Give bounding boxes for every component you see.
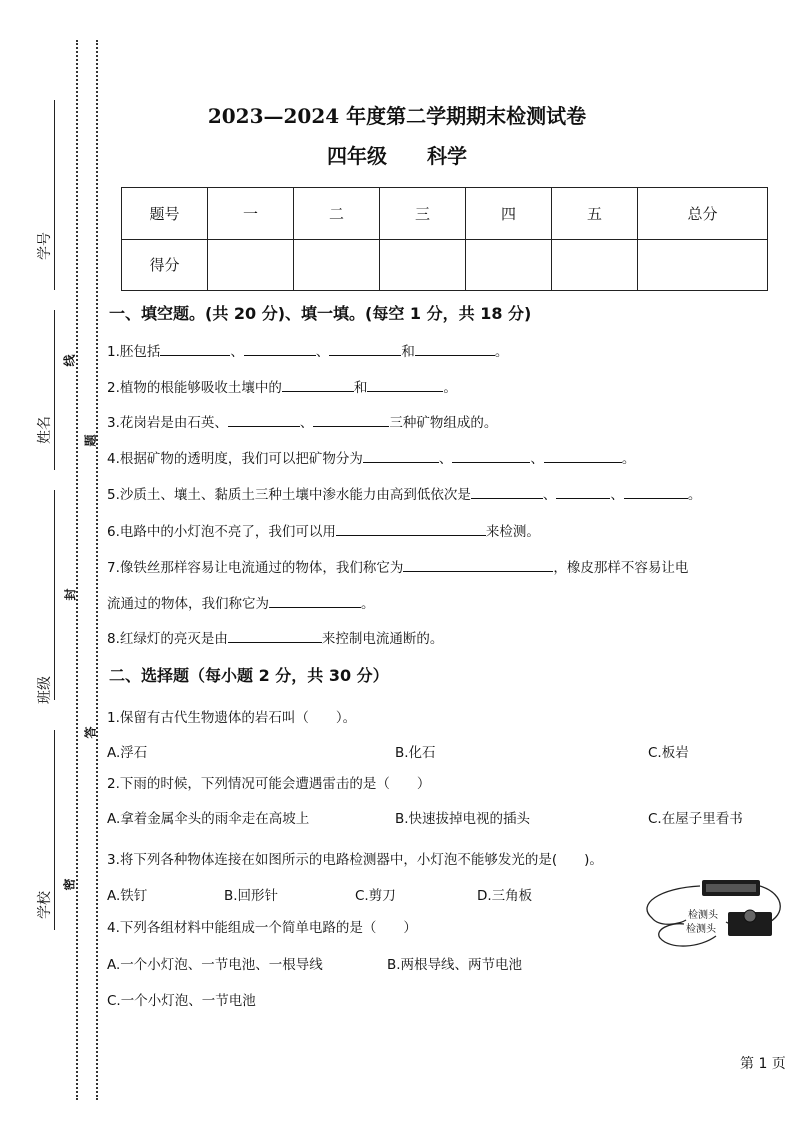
- option-c[interactable]: C.剪刀: [355, 888, 396, 904]
- probe-label: 检测头: [686, 924, 716, 935]
- probe-label: 检测头: [688, 910, 718, 921]
- battery-box-detail: [706, 884, 756, 892]
- score-table-header: 三: [380, 188, 466, 240]
- answer-blank[interactable]: [403, 557, 553, 572]
- student-id-label: 学号: [37, 232, 53, 260]
- answer-blank[interactable]: [544, 448, 622, 463]
- answer-blank[interactable]: [415, 341, 495, 356]
- question-2-3: 3.将下列各种物体连接在如图所示的电路检测器中，小灯泡不能够发光的是( )。: [107, 852, 603, 868]
- section-2-heading: 二、选择题（每小题 2 分，共 30 分）: [109, 666, 389, 685]
- name-line: [54, 310, 55, 470]
- option-c[interactable]: C.一个小灯泡、一节电池: [107, 993, 256, 1009]
- score-cell[interactable]: [294, 239, 380, 291]
- score-table-header: 五: [552, 188, 638, 240]
- section-1-heading: 一、填空题。(共 20 分)、填一填。(每空 1 分，共 18 分): [109, 304, 532, 323]
- score-cell[interactable]: [380, 239, 466, 291]
- question-2-2: 2.下雨的时候，下列情况可能会遭遇雷击的是（ ）: [107, 776, 431, 792]
- answer-blank[interactable]: [367, 377, 443, 392]
- class-label: 班级: [37, 676, 53, 704]
- answer-blank[interactable]: [282, 377, 354, 392]
- name-label: 姓名: [37, 416, 53, 444]
- answer-blank[interactable]: [329, 341, 401, 356]
- option-a[interactable]: A.铁钉: [107, 888, 148, 904]
- score-table: [121, 187, 768, 291]
- question-1-3: 3.花岗岩是由石英、 、 三种矿物组成的。: [107, 411, 497, 431]
- option-a[interactable]: A.一个小灯泡、一节电池、一根导线: [107, 957, 323, 973]
- option-a[interactable]: A.拿着金属伞头的雨伞走在高坡上: [107, 811, 310, 827]
- score-table-header: 二: [294, 188, 380, 240]
- margin-dotted-line: [76, 40, 78, 1100]
- score-row-label: 得分: [122, 239, 208, 291]
- page-title: 2023—2024 年度第二学期期末检测试卷: [207, 104, 587, 128]
- answer-blank[interactable]: [336, 521, 486, 536]
- answer-blank[interactable]: [313, 412, 389, 427]
- circuit-tester-figure: [640, 874, 788, 950]
- score-table-header: 题号: [122, 188, 208, 240]
- score-cell[interactable]: [466, 239, 552, 291]
- option-c[interactable]: C.在屋子里看书: [648, 811, 743, 827]
- answer-blank[interactable]: [471, 484, 543, 499]
- score-table-header: 四: [466, 188, 552, 240]
- question-2-4: 4.下列各组材料中能组成一个简单电路的是（ ）: [107, 920, 417, 936]
- score-table-header: 总分: [638, 188, 768, 240]
- question-2-1: 1.保留有古代生物遗体的岩石叫（ ）。: [107, 710, 357, 726]
- school-label: 学校: [37, 891, 53, 919]
- question-1-1: 1.胚包括 、 、 和 。: [107, 340, 508, 360]
- option-b[interactable]: B.回形针: [224, 888, 279, 904]
- answer-blank[interactable]: [244, 341, 316, 356]
- score-cell[interactable]: [552, 239, 638, 291]
- seal-char: 答: [83, 726, 98, 739]
- question-1-5: 5.沙质土、壤土、黏质土三种土壤中渗水能力由高到低依次是 、 、 。: [107, 483, 701, 503]
- option-b[interactable]: B.两根导线、两节电池: [387, 957, 523, 973]
- answer-blank[interactable]: [363, 448, 439, 463]
- question-1-4: 4.根据矿物的透明度，我们可以把矿物分为 、 、 。: [107, 447, 635, 467]
- page-subtitle: 四年级 科学: [327, 144, 467, 168]
- option-b[interactable]: B.快速拔掉电视的插头: [395, 811, 531, 827]
- option-b[interactable]: B.化石: [395, 745, 436, 761]
- seal-char: 密: [62, 878, 77, 891]
- answer-blank[interactable]: [160, 341, 230, 356]
- class-line: [54, 490, 55, 700]
- answer-blank[interactable]: [452, 448, 530, 463]
- answer-blank[interactable]: [624, 484, 688, 499]
- answer-blank[interactable]: [228, 412, 300, 427]
- question-1-7-cont: 流通过的物体，我们称它为 。: [107, 592, 375, 612]
- answer-blank[interactable]: [269, 593, 361, 608]
- seal-char: 线: [62, 354, 77, 367]
- option-d[interactable]: D.三角板: [477, 888, 533, 904]
- score-cell[interactable]: [638, 239, 768, 291]
- option-a[interactable]: A.浮石: [107, 745, 148, 761]
- question-1-2: 2.植物的根能够吸收土壤中的 和 。: [107, 376, 457, 396]
- score-table-header: 一: [208, 188, 294, 240]
- score-cell[interactable]: [208, 239, 294, 291]
- question-1-8: 8.红绿灯的亮灭是由 来控制电流通断的。: [107, 627, 443, 647]
- seal-char: 封: [63, 588, 78, 601]
- option-c[interactable]: C.板岩: [648, 745, 689, 761]
- page-number: 第 1 页: [740, 1056, 786, 1072]
- question-1-6: 6.电路中的小灯泡不亮了，我们可以用 来检测。: [107, 520, 540, 540]
- question-1-7: 7.像铁丝那样容易让电流通过的物体，我们称它为 ，橡皮那样不容易让电: [107, 556, 688, 576]
- answer-blank[interactable]: [228, 628, 322, 643]
- school-line: [54, 730, 55, 930]
- margin-dotted-line: [96, 40, 98, 1100]
- answer-blank[interactable]: [556, 484, 610, 499]
- bulb-icon: [744, 910, 756, 922]
- seal-char: 题: [83, 434, 98, 447]
